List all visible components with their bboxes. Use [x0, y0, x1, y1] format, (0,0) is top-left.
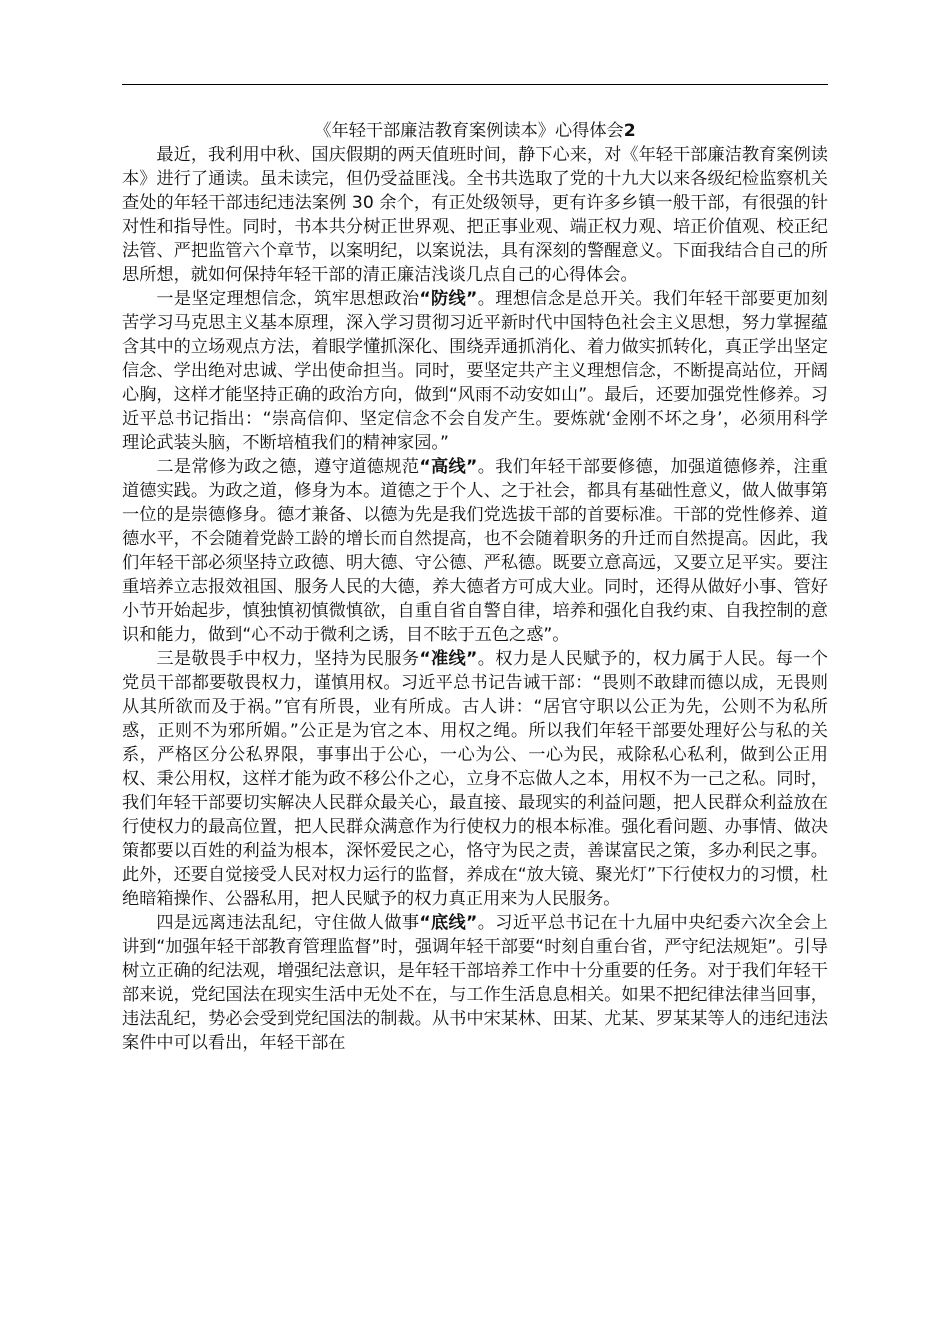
- document-body: [122, 119, 828, 1055]
- document-title: [122, 119, 828, 143]
- title-number: 2: [623, 121, 636, 141]
- paragraph-point-1: 一是坚定理想信念，筑牢思想政治“防线”。理想信念是总开关。我们年轻干部要更加刻苦学习马克思主义基本原理，深入学习贯彻习近平新时代中国特色社会主义思想，努力掌握蕴含其中的立场观点方法，着眼学懂抓深化、围绕弄通抓消化、着力做实抓转化，真正学出坚定信念、学出绝对忠诚、学出使命担当。同时，要坚定共产主义理想信念，不断提高站位，开阔心胸，这样才能坚持正确的政治方向，做到“风雨不动安如山”。最后，还要加强党性修养。习近平总书记指出：“崇高信仰、坚定信念不会自发产生。要炼就‘金刚不坏之身’，必须用科学理论武装头脑，不断培植我们的精神家园。”: [122, 289, 828, 453]
- paragraph-point-2: 二是常修为政之德，遵守道德规范“高线”。我们年轻干部要修德，加强道德修养，注重道德实践。为政之道，修身为本。道德之于个人、之于社会，都具有基础性意义，做人做事第一位的是崇德修身。德才兼备、以德为先是我们党选拔干部的首要标准。干部的党性修养、道德水平，不会随着党龄工龄的增长而自然提高，也不会随着职务的升迁而自然提高。因此，我们年轻干部必须坚持立政德、明大德、守公德、严私德。既要立意高远，又要立足平实。要注重培养立志报效祖国、服务人民的大德，养大德者方可成大业。同时，还得从做好小事、管好小节开始起步，慎独慎初慎微慎欲，自重自省自警自律，培养和强化自我约束、自我控制的意识和能力，做到“心不动于微利之诱，目不眩于五色之惑”。: [122, 457, 828, 645]
- paragraph-point-3: 三是敬畏手中权力，坚持为民服务“准线”。权力是人民赋予的，权力属于人民。每一个党员干部都要敬畏权力，谨慎用权。习近平总书记告诫干部：“畏则不敢肆而德以成，无畏则从其所欲而及于祸。”官有所畏，业有所成。古人讲：“居官守职以公正为先，公则不为私所惑，正则不为邪所媚。”公正是为官之本、用权之绳。所以我们年轻干部要处理好公与私的关系，严格区分公私界限，事事出于公心，一心为公、一心为民，戒除私心私利，做到公正用权、秉公用权，这样才能为政不移公仆之心，立身不忘做人之本，用权不为一己之私。同时，我们年轻干部要切实解决人民群众最关心，最直接、最现实的利益问题，把人民群众利益放在行使权力的最高位置，把人民群众满意作为行使权力的根本标准。强化看问题、办事情、做决策都要以百姓的利益为根本，深怀爱民之心，恪守为民之责，善谋富民之策，多办利民之事。此外，还要自觉接受人民对权力运行的监督，养成在“放大镜、聚光灯”下行使权力的习惯，杜绝暗箱操作、公器私用，把人民赋予的权力真正用来为人民服务。: [122, 649, 828, 909]
- keyword-fangxian: “防线”: [419, 289, 478, 309]
- header-rule: [122, 84, 828, 85]
- keyword-zhunxian: “准线”: [419, 649, 478, 669]
- paragraph-point-4: 四是远离违法乱纪，守住做人做事“底线”。习近平总书记在十九届中央纪委六次全会上讲到“加强年轻干部教育管理监督”时，强调年轻干部要“时刻自重台省，严守纪法规矩”。引导树立正确的纪法观，增强纪法意识，是年轻干部培养工作中十分重要的任务。对于我们年轻干部来说，党纪国法在现实生活中无处不在，与工作生活息息相关。如果不把纪律法律当回事，违法乱纪，势必会受到党纪国法的制裁。从书中宋某林、田某、尤某、罗某某等人的违纪违法案件中可以看出，年轻干部在: [122, 913, 828, 1053]
- paragraph-intro: 最近，我利用中秋、国庆假期的两天值班时间，静下心来，对《年轻干部廉洁教育案例读本》进行了通读。虽未读完，但仍受益匪浅。全书共选取了党的十九大以来各级纪检监察机关查处的年轻干部违纪违法案例 30 余个，有正处级领导，更有许多乡镇一般干部，有很强的针对性和指导性。同时，书本共分树正世界观、把正事业观、端正权力观、培正价值观、校正纪法管、严把监管六个章节，以案明纪，以案说法，具有深刻的警醒意义。下面我结合自己的所思所想，就如何保持年轻干部的清正廉洁浅谈几点自己的心得体会。: [122, 145, 828, 285]
- title-text: 《年轻干部廉洁教育案例读本》心得体会: [314, 121, 624, 141]
- keyword-gaoxian: “高线”: [419, 457, 478, 477]
- keyword-dixian: “底线”: [419, 913, 478, 933]
